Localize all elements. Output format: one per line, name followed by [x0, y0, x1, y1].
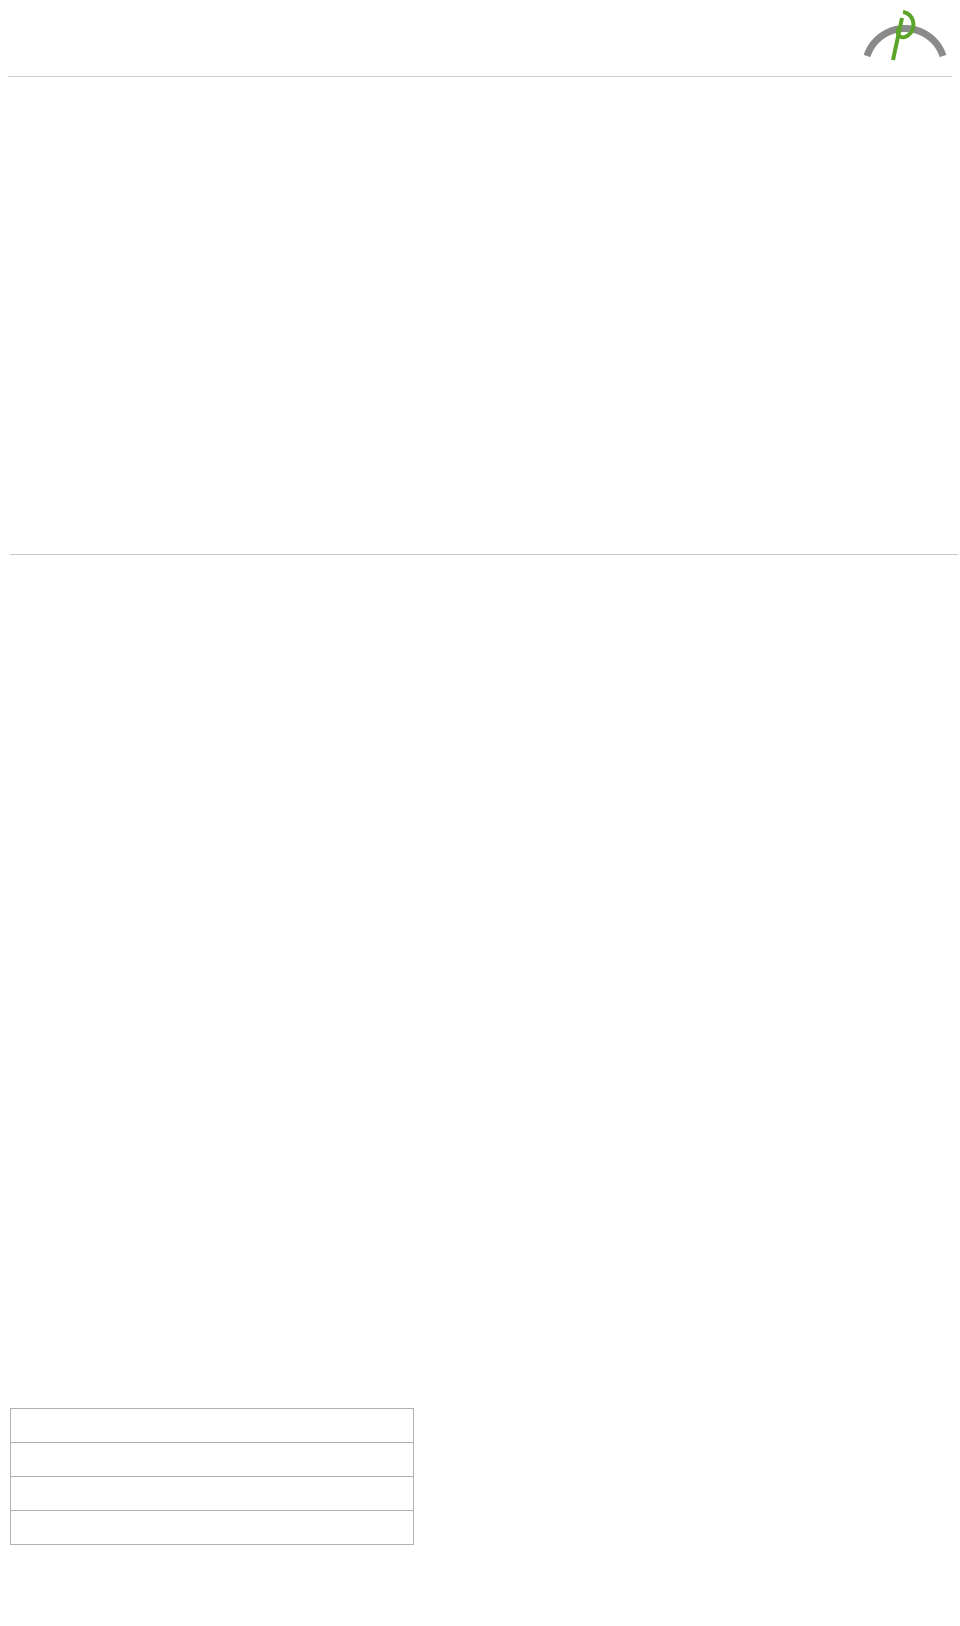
facility-row: [11, 1443, 414, 1477]
header-divider: [8, 76, 952, 77]
header-unemployment-rate: [775, 508, 950, 531]
facilities-header: [11, 1409, 414, 1443]
ops-logo-icon: [855, 4, 955, 72]
table-header-row: [10, 508, 958, 555]
facility-row: [11, 1511, 414, 1545]
section-heading-2-4: [10, 1218, 44, 1246]
facilities-table: [10, 1408, 414, 1545]
header-registered-applicants: [635, 508, 770, 531]
lowest-unemployment-table: [10, 508, 958, 555]
facility-row: [11, 1477, 414, 1511]
